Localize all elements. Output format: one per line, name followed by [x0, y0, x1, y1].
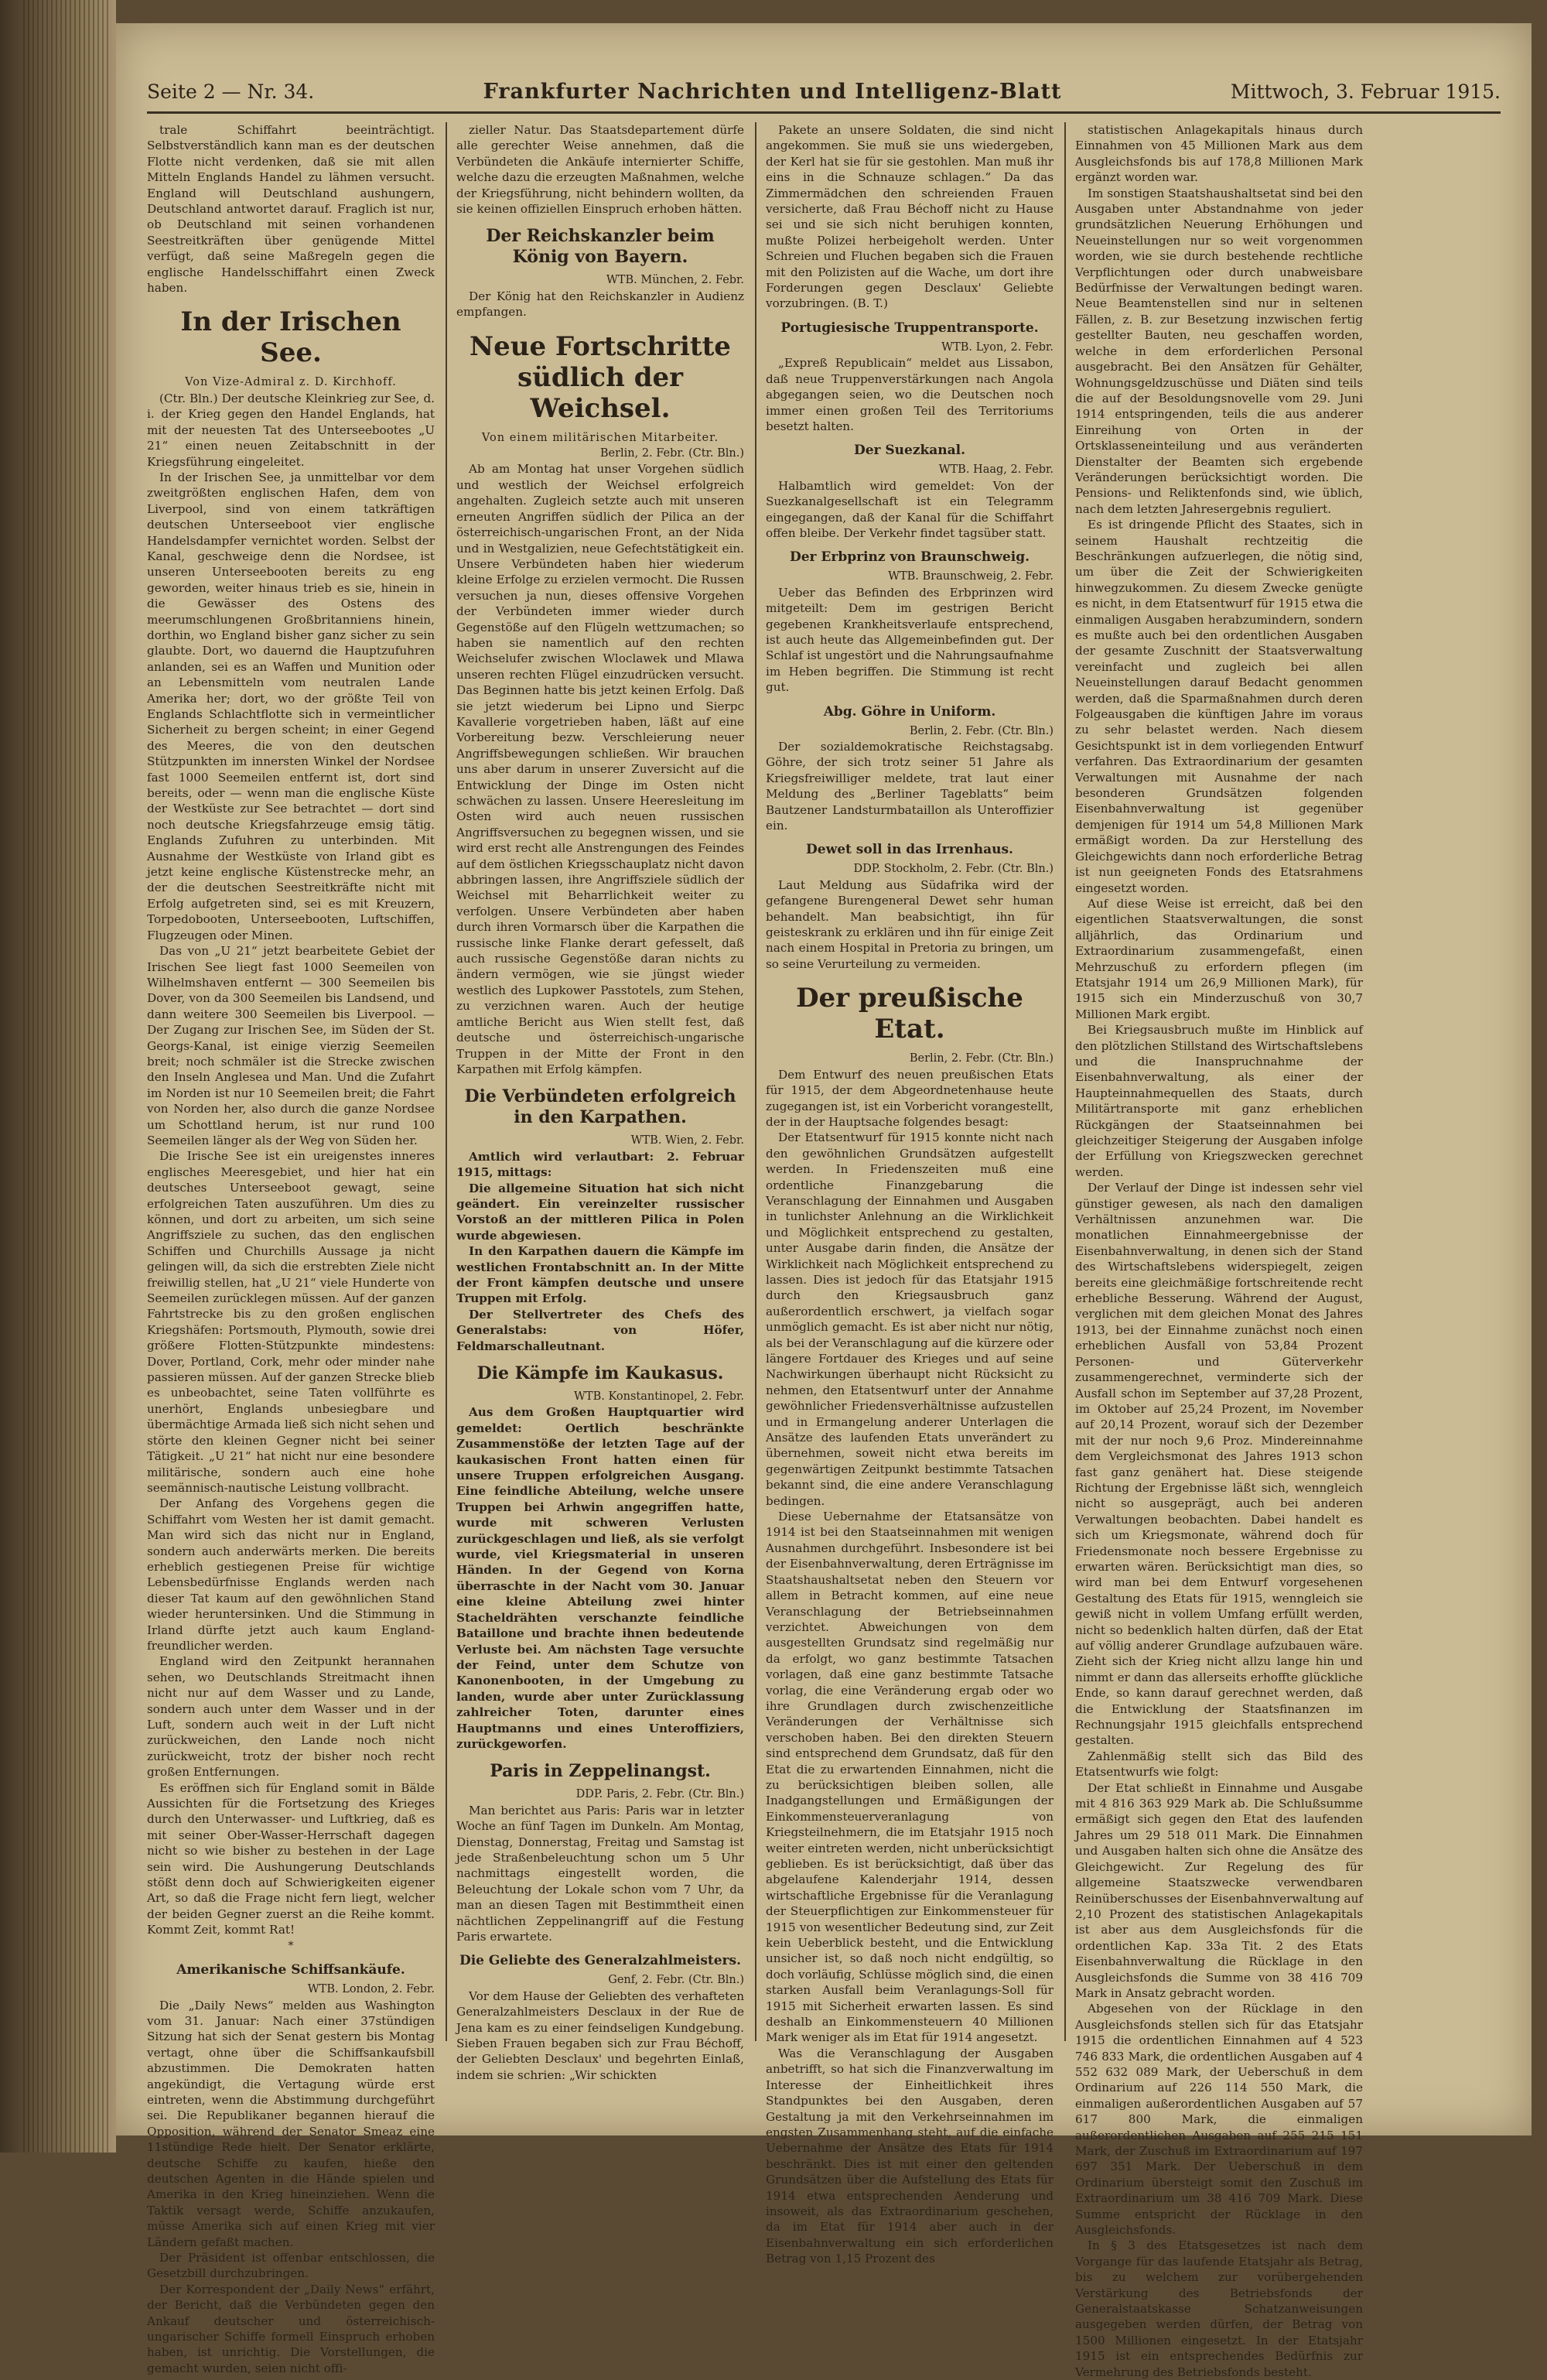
minor-headline: Dewet soll in das Irrenhaus.	[806, 842, 1013, 858]
masthead	[147, 71, 1501, 114]
paragraph: zieller Natur. Das Staatsdepartement dürfe alle gerechter Weise annehmen, daß die Verbündeten die Ankäufe internierter Schiffe, welche dazu die erzeugten Maßnahmen, welche der Kriegsführung, nicht behindern wollten, da sie keinen offiziellen Einspruch erhoben hätten.	[456, 123, 744, 217]
column-4	[1075, 122, 1363, 2379]
paragraph: Im sonstigen Staatshaushaltsetat sind bei den Ausgaben unter Abstandnahme von jeder grundsätzlichen Neuerung Erhöhungen und Neueinstellungen nur so weit vorgenommen worden, wie sie durch bestehende rechtliche Verpflichtungen oder durch unabweisbare Bedürfnisse der Verwaltungen bedingt waren. Neue Beamtenstellen sind nur in seltenen Fällen, z. B. zur Besetzung inzwischen fertig gestellter Bauten, neu geschaffen worden, welche in dem erforderlichen Personal ausgebracht. Bei den Ansätzen für Gehälter, Wohnungsgeldzuschüsse und Diäten sind teils die auf der Besoldungsnovelle vom 29. Juni 1914 entspringenden, teils die aus anderer Einreihung von Orten in der Ortsklasseneinteilung und aus veränderten Dienstalter der Beamten sich ergebende Veränderungen berücksichtigt worden. Die Pensions- und Reliktenfonds sind, wie üblich, nach dem letzten Jahresergebnis reguliert.	[1075, 186, 1363, 516]
dateline: WTB. Wien, 2. Febr.	[630, 1134, 744, 1147]
paragraph: Ueber das Befinden des Erbprinzen wird mitgeteilt: Dem im gestrigen Bericht gegebenen Krankheitsverlaufe entsprechend, ist auch heute das Allgemeinbefinden gut. Der Schlaf ist ungestört und die Nahrungsaufnahme im Heben begriffen. Die Stimmung ist recht gut.	[766, 585, 1054, 695]
headline: Neue Fortschritte südlich der Weichsel.	[470, 330, 731, 424]
paragraph: Was die Veranschlagung der Ausgaben anbetrifft, so hat sich die Finanzverwaltung im Interesse der Einheitlichkeit ihres Standpunktes bei den Ausgaben, deren Gestaltung ja mit den Verkehrseinnahmen im engsten Zusammenhang steht, auf die einfache Uebernahme der Ansätze des Etats für 1914 beschränkt. Dies ist mit einer den geltenden Grundsätzen über die Aufstellung des Etats für 1914 etwa entsprechenden Aenderung und insoweit, als das Extraordinarium geschehen, da im Etat für 1914 aber auch in der Eisenbahnverwaltung ein sich erforderlichen Betrag von 1,15 Prozent des	[766, 2046, 1054, 2266]
dateline: WTB. Lyon, 2. Febr.	[941, 340, 1054, 354]
dateline: DDP. Stockholm, 2. Febr. (Ctr. Bln.)	[853, 863, 1054, 876]
paragraph: „Expreß Republicain“ meldet aus Lissabon, daß neue Truppenverstärkungen nach Angola abgegangen seien, wo die Deutschen noch immer einen großen Teil des Territoriums besetzt halten.	[766, 356, 1054, 433]
column-3	[766, 122, 1054, 2266]
minor-headline: Die Geliebte des Generalzahlmeisters.	[459, 1953, 742, 1969]
byline: Von Vize-Admiral z. D. Kirchhoff.	[185, 376, 397, 389]
dateline: Berlin, 2. Febr. (Ctr. Bln.)	[599, 447, 744, 460]
paragraph: Das von „U 21“ jetzt bearbeitete Gebiet der Irischen See liegt fast 1000 Seemeilen von Wilhelmshaven entfernt — 300 Seemeilen bis Dover, von da 300 Seemeilen bis Landsend, und dann weitere 300 Seemeilen bis Liverpool. — Der Zugang zur Irischen See, im Süden der St. Georgs-Kanal, ist einige vierzig Seemeilen breit; noch schmäler ist die Strecke zwischen den Inseln Anglesea und Man. Und die Zufahrt im Norden ist nur 10 Seemeilen breit; die Fahrt von Norden her, also durch die ganze Nordsee um Schottland herum, ist nur rund 100 Seemeilen länger als der Weg von Süden her.	[147, 944, 435, 1147]
paragraph: Der Etat schließt in Einnahme und Ausgabe mit 4 816 363 929 Mark ab. Die Schlußsumme ermäßigt sich gegen den Etat des laufenden Jahres um 29 518 011 Mark. Die Einnahmen und Ausgaben halten sich ohne die Ansätze des Gleichgewicht. Zur Regelung des für allgemeine Staatszwecke verwendbaren Reinüberschusses der Eisenbahnverwaltung auf 2,10 Prozent des statistischen Anlagekapitals ist aber aus dem Ausgleichsfonds für die ordentlichen Kap. 33a Tit. 2 des Etats Eisenbahnverwaltung die Rücklage in den Ausgleichsfonds die Summe von 38 416 709 Mark in Ansatz gebracht worden.	[1075, 1780, 1363, 2000]
dateline: DDP. Paris, 2. Febr. (Ctr. Bln.)	[575, 1788, 744, 1801]
minor-headline: Der Suezkanal.	[853, 443, 966, 459]
minor-headline: Portugiesische Truppentransporte.	[780, 320, 1039, 336]
paragraph: Pakete an unsere Soldaten, die sind nicht angekommen. Sie muß sie uns wiedergeben, der Kerl hat sie für sie gestohlen. Man muß ihr eins in die Schnauze schlagen.“ Da das Zimmermädchen den schreienden Frauen versicherte, daß Frau Béchoff nicht zu Hause sei und sie sich nicht beruhigen konnten, mußte Polizei herbeigeholt werden. Unter Schreien und Fluchen begaben sich die Frauen mit den Polizisten auf die Wache, um dort ihre Forderungen gegen Desclaux' Geliebte vorzubringen. (B. T.)	[766, 123, 1054, 311]
paragraph: Der Korrespondent der „Daily News“ erfährt, der Bericht, daß die Verbündeten gegen den Ankauf deutscher und österreichisch-ungarischer Schiffe formell Einspruch erhoben haben, ist unrichtig. Die Vorstellungen, die gemacht wurden, seien nicht offi-	[147, 2282, 435, 2375]
book-binding	[0, 0, 116, 2153]
dateline: WTB. Braunschweig, 2. Febr.	[888, 570, 1054, 583]
column-1	[147, 122, 435, 2375]
paragraph: Die „Daily News“ melden aus Washington vom 31. Januar: Nach einer 37stündigen Sitzung hat sich der Senat gestern bis Montag vertagt, ohne über die Schiffsankaufsbill abzustimmen. Die Demokraten hatten angekündigt, die Vertagung würde erst eintreten, wenn die Abstimmung durchgeführt sei. Die Republikaner begannen hierauf die Opposition, während der Senator Smeaz eine 11stündige Rede hielt. Der Senator erklärte, deutsche Schiffe zu kaufen, hieße den deutschen Agenten in die Hände spielen und Amerika in den Krieg hineinziehen. Wenn die Taktik versagt werde, Schiffe anzukaufen, müsse Amerika sich auf einen Krieg mit vier Ländern gefaßt machen.	[147, 1998, 435, 2249]
minor-headline: Amerikanische Schiffsankäufe.	[176, 1962, 405, 1978]
dateline: Berlin, 2. Febr. (Ctr. Bln.)	[909, 1052, 1054, 1065]
dateline: Genf, 2. Febr. (Ctr. Bln.)	[608, 1974, 744, 1987]
paragraph: Die Irische See ist ein ureigenstes inneres englisches Meeresgebiet, und hier hat ein deutsches Unterseeboot gewagt, seine erfolgreichen Taten auszuführen. Um dies zu können, und dort zu arbeiten, um sich seine Angriffsziele zu suchen, das den englischen Schiffen und Churchills Aussage ja nicht gelingen will, da sich die erstrebten Ziele nicht freiwillig stellen, hat „U 21“ viele Hunderte von Seemeilen zurücklegen müssen. Auf der ganzen Fahrtstrecke bis zu den großen englischen Kriegshäfen: Portsmouth, Plymouth, sowie drei größere Flotten-Stützpunkte mindestens: Dover, Portland, Cork, mehr oder minder nahe passieren müssen. Auf der ganzen Strecke blieb es unbeobachtet, seine Taten vollführte es unerhört, Englands unbesiegbare und übermächtige Armada ließ sich nicht sehen und störte den kleinen Gegner nicht bei seiner Tätigkeit. „U 21“ hat nicht nur eine besondere militärische, sondern auch eine hohe seemännisch-nautische Leistung vollbracht.	[147, 1149, 435, 1495]
paragraph: Man berichtet aus Paris: Paris war in letzter Woche an fünf Tagen im Dunkeln. Am Montag, Dienstag, Donnerstag, Freitag und Samstag ist jede Straßenbeleuchtung schon um 5 Uhr nachmittags eingestellt worden, die Beleuchtung der Lokale schon vom 7 Uhr, da man an diesen Tagen mit Bestimmtheit einen nächtlichen Zeppelinangriff auf die Festung Paris erwartete.	[456, 1803, 744, 1944]
newspaper-title: Frankfurter Nachrichten und Intelligenz-Blatt	[483, 79, 1062, 104]
dateline: WTB. Haag, 2. Febr.	[938, 463, 1054, 477]
paragraph: Der Anfang des Vorgehens gegen die Schiffahrt vom Westen her ist damit gemacht. Man wird sich das nicht nur in England, sondern auch anderwärts merken. Die bereits erheblich gestiegenen Preise für wichtige Lebensbedürfnisse Englands werden nach dieser Tat kaum auf den gewöhnlichen Stand wieder heruntersinken. Und die Stimmung in Irland dürfte jetzt auch kaum England-freundlicher werden.	[147, 1496, 435, 1653]
paragraph: Halbamtlich wird gemeldet: Von der Suezkanalgesellschaft ist ein Telegramm eingegangen, daß der Kanal für die Schiffahrt offen bleibe. Der Verkehr findet tagsüber statt.	[766, 478, 1054, 540]
paragraph: Der Etatsentwurf für 1915 konnte nicht nach den gewöhnlichen Grundsätzen aufgestellt werden. In Friedenszeiten muß eine ordentliche Finanzgebarung die Veranschlagung der Einnahmen und Ausgaben in tunlichster Anlehnung an die Wirklichkeit und Möglichkeit entsprechend zu gestalten, unter Ausgabe darin finden, die Ansätze der Wirklichkeit nach Möglichkeit entsprechend zu lassen. Dies ist jedoch für das Etatsjahr 1915 durch den Kriegsausbruch ganz außerordentlich erschwert, ja vielfach sogar unmöglich gemacht. Es ist aber nicht nur nötig, als bei der Veranschlagung auf die kürzere oder längere Fortdauer des Krieges und auf seine Nachwirkungen überhaupt nicht Rücksicht zu nehmen, den Etatsentwurf unter der Annahme gewöhnlicher Friedensverhältnisse aufzustellen und in Ermangelung anderer Unterlagen die Ansätze des laufenden Etats unverändert zu übernehmen, soweit nicht etwa bereits im gegenwärtigen Zeitpunkt bestimmte Tatsachen bekannt sind, die eine andere Veranschlagung bedingen.	[766, 1130, 1054, 1508]
paragraph: In der Irischen See, ja unmittelbar vor dem zweitgrößten englischen Hafen, dem von Liverpool, sind von einem tatkräftigen deutschen Unterseeboot vier englische Handelsdampfer vernichtet worden. Selbst der Kanal, geschweige denn die Nordsee, ist unseren Unterseebooten bereits zu eng geworden, weiter hinaus trieb es sie, hinein in die Gewässer des Ostens des meerumschlungenen Großbritanniens hinein, dorthin, wo England bisher ganz sicher zu sein glaubte. Dort, wo dauernd die Hauptzufuhren anlanden, sei es an Waffen und Munition oder an Lebensmitteln vom neutralen Lande Amerika her; dort, wo der größte Teil von Englands Schlachtflotte sich in vermeintlicher Sicherheit zu bergen scheint; in einer Gegend des Meeres, die von den deutschen Stützpunkten im innersten Winkel der Nordsee fast 1000 Seemeilen entfernt ist, dort sind bereits, oder — wenn man die englische Küste der Westküste zur See betrachtet — dort sind noch deutsche Kriegsfahrzeuge emsig tätig. Englands Zufuhren zu unterbinden. Mit Ausnahme der Westküste von Irland gibt es jetzt keine englische Küstenstrecke mehr, an der die deutschen Seestreitkräfte nicht mit Erfolg aufgetreten sind, sei es mit Kreuzern, Torpedobooten, Unterseebooten, Luftschiffen, Flugzeugen oder Minen.	[147, 470, 435, 942]
paragraph: Ab am Montag hat unser Vorgehen südlich und westlich der Weichsel erfolgreich angehalten. Zugleich setzte auch mit unseren erneuten Angriffen südlich der Pilica an der österreichisch-ungarischen Front, an der Nida und in Westgalizien, neue Gefechtstätigkeit ein. Unsere Verbündeten haben hier wiederum kleine Erfolge zu erzielen vermocht. Die Russen versuchen ja nun, dieses offensive Vorgehen der Verbündeten immer wieder durch Gegenstöße auf den Flügeln wettzumachen; so haben sie namentlich auf den rechten Weichselufer zwischen Wloclawek und Mlawa unseren rechten Flügel einzudrücken versucht. Das Beginnen hatte bis jetzt keinen Erfolg. Daß sie jetzt wiederum bei Lipno und Sierpc Kavallerie vorgetrieben haben, läßt auf eine Vorbereitung bezw. Verschleierung neuer Angriffsbewegungen schließen. Wir brauchen uns aber darum in unserer Zuversicht auf die Entwicklung der Dinge im Osten nicht schwächen zu lassen. Unsere Heeresleitung im Osten wird auch neuen russischen Angriffsversuchen zu begegnen wissen, und sie wird erst recht alle Anstrengungen des Feindes auf dem östlichen Kriegsschauplatz nicht davon abbringen lassen, ihre Angriffsziele südlich der Weichsel mit Beharrlichkeit weiter zu verfolgen. Unsere Verbündeten aber haben durch ihren Vormarsch über die Karpathen die russische linke Flanke derart gefesselt, daß auch russische Gegenstöße daran nichts zu ändern vermögen, wie sie jüngst wieder westlich des Lupkower Passtotels, zum Stehen, zu verzichnen waren. Auch der heutige amtliche Bericht aus Wien stellt fest, daß deutsche und österreichisch-ungarische Truppen in der Mitte der Front in den Karpathen mit Erfolg kämpfen.	[456, 462, 744, 1076]
column-rule	[1064, 122, 1066, 2041]
dateline: WTB. Konstantinopel, 2. Febr.	[574, 1390, 744, 1403]
minor-headline: Abg. Göhre in Uniform.	[823, 703, 996, 720]
newspaper-page	[116, 23, 1532, 2379]
paragraph: Es eröffnen sich für England somit in Bälde Aussichten für die Fortsetzung des Krieges durch den Unterwasser- und Luftkrieg, daß es mit seiner Ober-Wasser-Herrschaft dagegen nicht so wie bisher zu bestehen in der Lage sein wird. Die Aushungerung Deutschlands stößt denn doch auf Schwierigkeiten eigener Art, so daß die Frage nicht fern liegt, welcher der beiden Gegner zuerst an die Reihe kommt. Kommt Zeit, kommt Rat!	[147, 1780, 435, 1937]
bold-paragraph: Aus dem Großen Hauptquartier wird gemeldet: Oertlich beschränkte Zusammenstöße der letzten Tage auf der kaukasischen Front hatten einen für unsere Truppen erfolgreichen Ausgang. Eine feindliche Abteilung, welche unsere Truppen bei Arhwin angegriffen hatte, wurde mit schweren Verlusten zurückgeschlagen und ließ, als sie verfolgt wurde, viel Kriegsmaterial in unseren Händen. In der Gegend von Korna überraschte in der Nacht vom 30. Januar eine kleine Abteilung zwei hinter Stacheldrähten verschanzte feindliche Bataillone und brachte ihnen bedeutende Verluste bei. Am nächsten Tage versuchte der Feind, unter dem Schutze von Kanonenbooten, in der Umgebung zu landen, wurde aber unter Zurücklassung zahlreicher Toten, darunter eines Hauptmanns und eines Unteroffiziers, zurückgeworfen.	[456, 1405, 744, 1751]
subheadline: Der Reichskanzler beim König von Bayern.	[486, 226, 715, 268]
byline: Von einem militärischen Mitarbeiter.	[481, 431, 719, 444]
subheadline: Die Kämpfe im Kaukasus.	[476, 1363, 724, 1383]
paragraph: Der König hat den Reichskanzler in Audienz empfangen.	[456, 289, 744, 320]
column-rule	[446, 122, 447, 2041]
dateline: WTB. München, 2. Febr.	[606, 274, 744, 287]
page-edges	[23, 0, 108, 2153]
minor-headline: Der Erbprinz von Braunschweig.	[789, 549, 1030, 566]
dateline: Berlin, 2. Febr. (Ctr. Bln.)	[909, 724, 1054, 737]
paragraph: (Ctr. Bln.) Der deutsche Kleinkrieg zur See, d. i. der Krieg gegen den Handel Englands, hat mit der neuesten Tat des Unterseebootes „U 21“ einen neuen Zeitabschnitt in der Kriegsführung eingeleitet.	[147, 391, 435, 469]
column-rule	[755, 122, 756, 2041]
paragraph: England wird den Zeitpunkt herannahen sehen, wo Deutschlands Streitmacht ihnen nicht nur auf dem Wasser und zu Lande, sondern auch unter dem Wasser und in der Luft, sondern auch weit in der Luft nicht zurückweichen, den Lande noch nicht zurückweicht, trotz der bisher noch recht großen Entfernungen.	[147, 1654, 435, 1780]
paragraph: statistischen Anlagekapitals hinaus durch Einnahmen von 45 Millionen Mark aus dem Ausgleichsfonds bis auf 178,8 Millionen Mark ergänzt worden war.	[1075, 123, 1363, 185]
paragraph: Es ist dringende Pflicht des Staates, sich in seinem Haushalt rechtzeitig die Beschränkungen aufzuerlegen, die nötig sind, um über die Zeit der Schwierigkeiten hinwegzukommen. Zu diesem Zwecke genügte es nicht, in dem Etatsentwurf für 1915 etwa die einmaligen Ausgaben herabzumindern, sondern es mußte auch bei den ordentlichen Ausgaben der gesamte Zuschnitt der Staatsverwaltung vereinfacht und zugleich bei allen Neueinstellungen darauf Bedacht genommen werden, daß die Sparmaßnahmen durch deren Folgeausgaben die künftigen Jahre im voraus zu sehr belastet werden. Nach diesem Gesichtspunkt ist in dem vorliegenden Entwurf verfahren. Das Extraordinarium der gesamten Verwaltungen mit Ausnahme der nach besonderen Grundsätzen folgenden Eisenbahnverwaltung ist gegenüber demjenigen für 1914 um 54,8 Millionen Mark ermäßigt worden. Da zur Herstellung des Gleichgewichts dann noch erforderliche Betrag ist nun geeigneten Fonds des Etatsrahmens eingesetzt worden.	[1075, 518, 1363, 895]
headline: Der preußische Etat.	[796, 983, 1023, 1045]
issue-date: Mittwoch, 3. Februar 1915.	[1230, 80, 1501, 103]
bold-paragraph: Amtlich wird verlautbart: 2. Februar 1915, mittags:	[456, 1149, 744, 1180]
paragraph: Auf diese Weise ist erreicht, daß bei den eigentlichen Staatsverwaltungen, die sonst alljährlich, das Ordinarium und Extraordinarium zusammengefaßt, einen Mehrzuschuß zu erfordern pflegen (im Etatsjahr 1914 um 26,9 Millionen Mark), für 1915 sich ein Minderzuschuß von 30,7 Millionen Mark ergibt.	[1075, 896, 1363, 1021]
paragraph: trale Schiffahrt beeinträchtigt. Selbstverständlich kann man es der deutschen Flotte nicht verdenken, daß sie mit allen Mitteln Englands Handel zu lähmen versucht. England will Deutschland aushungern, Deutschland antwortet darauf. Fraglich ist nur, ob Deutschland mit seinen vorhandenen Seestreitkräften über genügende Mittel verfügt, daß seine Maßregeln gegen die englische Handelsschiffahrt einen Zweck haben.	[147, 123, 435, 296]
paragraph: Der Präsident ist offenbar entschlossen, die Gesetzbill durchzubringen.	[147, 2251, 435, 2281]
paragraph: Der sozialdemokratische Reichstagsabg. Göhre, der sich trotz seiner 51 Jahre als Kriegsfreiwilliger meldete, trat laut einer Meldung des „Berliner Tageblatts“ beim Bautzener Landsturmbataillon als Unteroffizier ein.	[766, 740, 1054, 833]
bold-paragraph: Der Stellvertreter des Chefs des Generalstabs: von Höfer, Feldmarschalleutnant.	[456, 1307, 744, 1353]
paragraph: Abgesehen von der Rücklage in den Ausgleichsfonds stellen sich für das Etatsjahr 1915 die ordentlichen Einnahmen auf 4 523 746 833 Mark, die ordentlichen Ausgaben auf 4 552 632 089 Mark, der Ueberschuß in dem Ordinarium auf 226 114 550 Mark, die einmaligen außerordentlichen Ausgaben auf 57 617 800 Mark, die einmaligen außerordentlichen Ausgaben auf 255 215 151 Mark, der Zuschuß im Extraordinarium auf 197 697 351 Mark. Der Ueberschuß in dem Ordinarium übersteigt somit den Zuschuß im Extraordinarium um 38 416 709 Mark. Diese Summe entspricht der Rücklage in den Ausgleichsfonds.	[1075, 2002, 1363, 2238]
paragraph: In § 3 des Etatsgesetzes ist nach dem Vorgange für das laufende Etatsjahr als Betrag, bis zu welchem zur vorübergehenden Verstärkung des Betriebsfonds der Generalstaatskasse Schatzanweisungen ausgegeben werden dürfen, der Betrag von 1500 Millionen eingesetzt. In der Etatsjahr 1915 ist ein entsprechendes Bedürfnis zur Vermehrung des Betriebsfonds besteht.	[1075, 2238, 1363, 2379]
bold-paragraph: In den Karpathen dauern die Kämpfe im westlichen Frontabschnitt an. In der Mitte der Front kämpfen deutsche und unsere Truppen mit Erfolg.	[456, 1244, 744, 1306]
paragraph: Dem Entwurf des neuen preußischen Etats für 1915, der dem Abgeordnetenhause heute zugegangen ist, ist ein Vorbericht vorangestellt, der in der Hauptsache folgendes besagt:	[766, 1067, 1054, 1129]
paragraph: Diese Uebernahme der Etatsansätze von 1914 ist bei den Staatseinnahmen mit wenigen Ausnahmen durchgeführt. Insbesondere ist bei der Eisenbahnverwaltung, deren Erträgnisse im Staatshaushaltsetat neben den Steuern vor allem in Betracht kommen, auf eine neue Veranschlagung der Betriebseinnahmen verzichtet. Abweichungen von dem ausgestellten Grundsatz sind regelmäßig nur da erfolgt, wo ganz bestimmte Tatsachen vorlagen, daß eine ganz bestimmte Tatsache vorlag, die eine Veränderung ergab oder wo ihre Grundlagen durch zwischenzeitliche Veränderungen der Verhältnisse sich verschoben haben. Bei den direkten Steuern sind entsprechend dem Grundsatz, daß für den Etat die zu erwartenden Einnahmen, nicht die zu berücksichtigen bleiben sollen, alle Inadgangstellungen und Ermäßigungen der Einkommensteuerveranlagung von Kriegsteilnehmern, die im Etatsjahr 1915 noch weiter eintreten werden, nicht unberücksichtigt geblieben. Es ist berücksichtigt, daß über das abgelaufene Kalenderjahr 1914, dessen wirtschaftliche Ergebnisse für die Veranlagung der Steuerpflichtigen zur Einkommensteuer für 1915 von wesentlicher Bedeutung sind, zur Zeit kein Ueberblick besteht, und die Entwicklung unsicher ist, so daß noch nicht endgültig, so doch vorläufig, Schlüsse möglich sind, die einen starken Ausfall beim Veranlagungs-Soll für 1915 mit Sicherheit erwarten lassen. Es sind deshalb an Einkommensteuern 40 Millionen Mark weniger als im Etat für 1914 angesetzt.	[766, 1510, 1054, 2045]
column-2	[456, 122, 744, 2082]
paragraph: Bei Kriegsausbruch mußte im Hinblick auf den plötzlichen Stillstand des Wirtschaftslebens und die Inanspruchnahme der Eisenbahnverwaltung, als einer der Haupteinnahmequellen des Staats, durch Militärtransporte mit ganz erheblichen Rückgängen der Staatseinnahmen bei gleichzeitiger Steigerung der Ausgaben infolge der Erfüllung von Kriegszwecken gerechnet werden.	[1075, 1023, 1363, 1179]
paragraph: Laut Meldung aus Südafrika wird der gefangene Burengeneral Dewet sehr human behandelt. Man beabsichtigt, ihn für geisteskrank zu erklären und ihn für einige Zeit nach einem Hospital in Pretoria zu bringen, um so seine Verurteilung zu vermeiden.	[766, 877, 1054, 971]
subheadline: Die Verbündeten erfolgreich in den Karpathen.	[464, 1086, 736, 1128]
subheadline: Paris in Zeppelinangst.	[490, 1761, 711, 1782]
headline: In der Irischen See.	[180, 306, 401, 369]
paragraph: Zahlenmäßig stellt sich das Bild des Etatsentwurfs wie folgt:	[1075, 1749, 1363, 1780]
dateline: WTB. London, 2. Febr.	[307, 1983, 435, 1996]
bold-paragraph: Die allgemeine Situation hat sich nicht geändert. Ein vereinzelter russischer Vorstoß an der mittleren Pilica in Polen wurde abgewiesen.	[456, 1181, 744, 1243]
section-separator: *	[288, 1939, 294, 1952]
paragraph: Der Verlauf der Dinge ist indessen sehr viel günstiger gewesen, als nach den damaligen Verhältnissen anzunehmen war. Die monatlichen Einnahmeergebnisse der Eisenbahnverwaltung, in denen sich der Stand des Wirtschaftslebens widerspiegelt, zeigen bereits eine gleichmäßige fortschreitende recht erhebliche Besserung. Während der August, verglichen mit dem gleichen Monat des Jahres 1913, bei der Einnahme zunächst noch einen erheblichen Ausfall von 53,84 Prozent Personen- und Güterverkehr zusammengerechnet, verminderte sich der Ausfall schon im September auf 37,28 Prozent, im Oktober auf 25,24 Prozent, im November auf 20,14 Prozent, worauf sich der Dezember mit der nur noch 9,6 Proz. Mindereinnahme dem Vergleichsmonat des Jahres 1913 schon fast ganz genähert hat. Diese steigende Richtung der Ergebnisse läßt sich, wenngleich nicht so ausgeprägt, auch bei anderen Verwaltungen beobachten. Dabei handelt es sich um Kriegsmonate, während doch für Friedensmonate noch bessere Ergebnisse zu erwarten wären. Berücksichtigt man dies, so wird man bei dem Entwurf vorgesehenen Gestaltung des Etats für 1915, wenngleich sie gewiß nicht in vollem Umfang erfüllt werden, nicht so bedenklich halten dürfen, daß der Etat auf völlig anderer Grundlage aufzubauen wäre. Zieht sich der Krieg nicht allzu lange hin und nimmt er dann das allerseits erhoffte glückliche Ende, so kann darauf gerechnet werden, daß die Entwicklung der Staatsfinanzen im Rechnungsjahr 1915 gleichfalls entsprechend gestalten.	[1075, 1181, 1363, 1748]
page-number: Seite 2 — Nr. 34.	[147, 80, 315, 103]
paragraph: Vor dem Hause der Geliebten des verhafteten Generalzahlmeisters Desclaux in der Rue de Jena kam es zu einer feindseligen Kundgebung. Sieben Frauen begaben sich zur Frau Béchoff, der Geliebten Desclaux' und begehrten Einlaß, indem sie schrien: „Wir schickten	[456, 1988, 744, 2082]
